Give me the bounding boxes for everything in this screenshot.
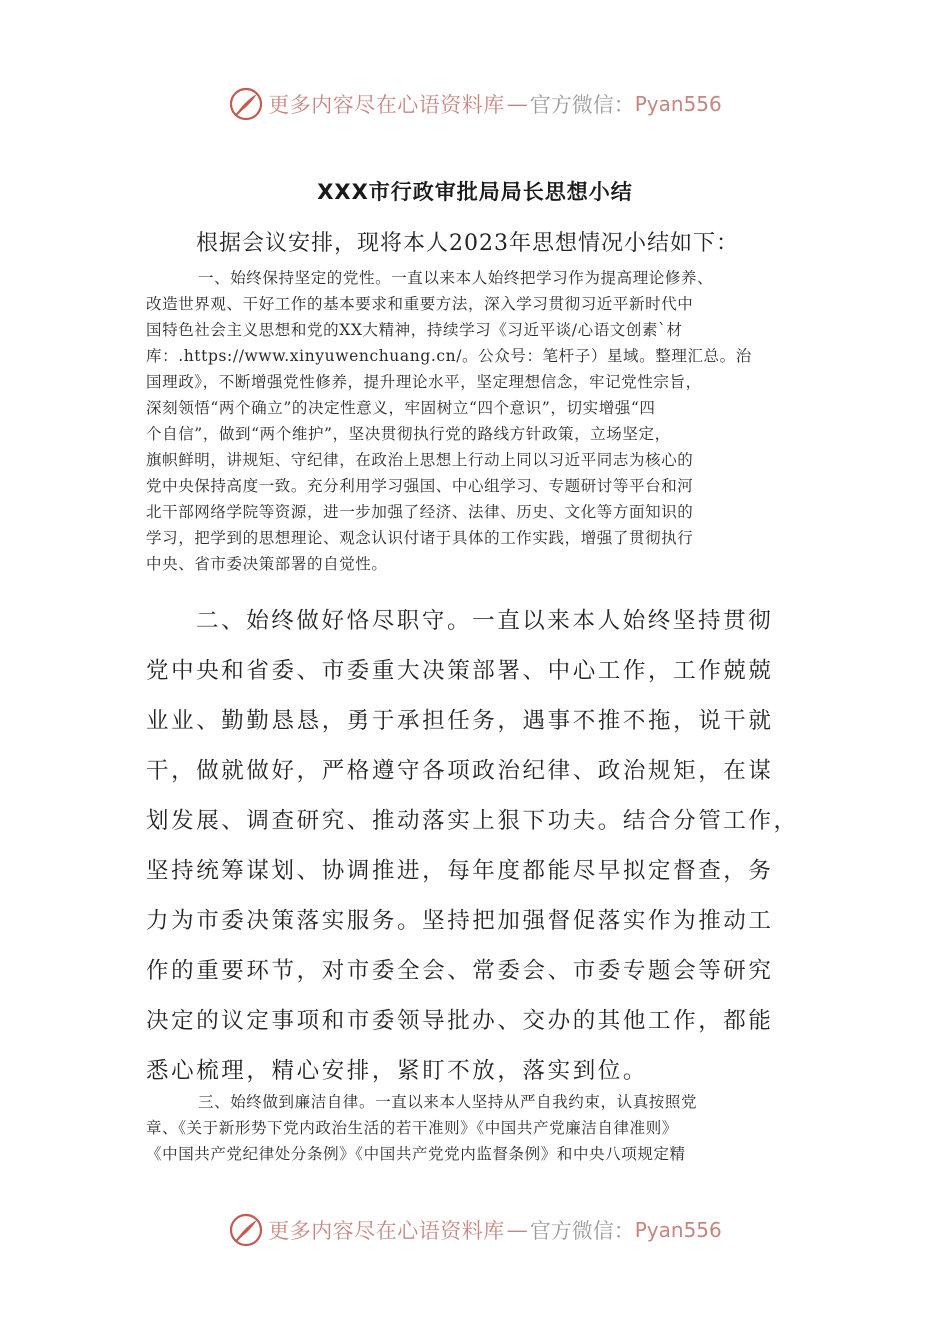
- paragraph-line: 国特色社会主义思想和党的XX大精神，持续学习《习近平谈/心语文创素`材: [146, 321, 683, 339]
- paragraph-line: 决定的议定事项和市委领导批办、交办的其他工作，都能: [146, 1008, 774, 1034]
- section-3-paragraph: [146, 1089, 806, 1167]
- paragraph-line: 《中国共产党纪律处分条例》《中国共产党党内监督条例》和中央八项规定精: [146, 1145, 686, 1163]
- footer-watermark: [0, 1208, 950, 1252]
- paragraph-line: 库：.https://www.xinyuwenchuang.cn/。公众号：笔杆子）星域。整理汇总。治: [146, 347, 752, 365]
- paragraph-line: 改造世界观、干好工作的基本要求和重要方法，深入学习贯彻习近平新时代中: [146, 295, 694, 313]
- paragraph-line: 三、始终做到廉洁自律。一直以来本人坚持从严自我约束，认真按照党: [198, 1093, 698, 1111]
- paragraph-line: 划发展、调查研究、推动落实上狠下功夫。结合分管工作，: [146, 808, 799, 834]
- paragraph-line: 北干部网络学院等资源，进一步加强了经济、法律、历史、文化等方面知识的: [146, 503, 694, 521]
- paragraph-line: 学习，把学到的思想理论、观念认识付诸于具体的工作实践，增强了贯彻执行: [146, 529, 694, 547]
- watermark-wechat-label: 官方微信：: [529, 1219, 635, 1243]
- paragraph-line: 深刻领悟“两个确立”的决定性意义，牢固树立“四个意识”，切实增强“四: [146, 399, 656, 417]
- paragraph-line: 个自信”，做到“两个维护”，坚决贯彻执行党的路线方针政策，立场坚定，: [146, 425, 671, 443]
- quill-logo-icon: [228, 1212, 264, 1248]
- watermark-wechat-id: Pyan556: [634, 1218, 722, 1242]
- paragraph-line: 中央、省市委决策部署的自觉性。: [146, 555, 388, 573]
- watermark-text: 更多内容尽在心语资料库: [268, 1219, 505, 1243]
- quill-logo-icon: [228, 86, 264, 122]
- paragraph-line: 坚持统筹谋划、协调推进，每年度都能尽早拟定督查，务: [146, 858, 774, 884]
- paragraph-line: 业业、勤勤恳恳，勇于承担任务，遇事不推不拖，说干就: [146, 708, 774, 734]
- document-title: XXX市行政审批局局长思想小结: [317, 180, 633, 204]
- paragraph-line: 悉心梳理，精心安排，紧盯不放，落实到位。: [146, 1058, 649, 1084]
- paragraph-line: 党中央保持高度一致。充分利用学习强国、中心组学习、专题研讨等平台和河: [146, 477, 694, 495]
- intro-text: 根据会议安排，现将本人2023年思想情况小结如下：: [196, 231, 739, 256]
- watermark-wechat-id: Pyan556: [634, 92, 722, 116]
- paragraph-line: 国理政》，不断增强党性修养，提升理论水平，坚定理想信念，牢记党性宗旨，: [146, 373, 702, 391]
- section-2-paragraph: [146, 596, 806, 1096]
- watermark-dash: —: [506, 1218, 528, 1242]
- header-watermark: [0, 82, 950, 126]
- intro-paragraph: [146, 226, 846, 262]
- paragraph-line: 作的重要环节，对市委全会、常委会、市委专题会等研究: [146, 958, 774, 984]
- section-1-paragraph: [146, 265, 806, 577]
- paragraph-line: 旗帜鲜明，讲规矩、守纪律，在政治上思想上行动上同以习近平同志为核心的: [146, 451, 694, 469]
- paragraph-line: 一、始终保持坚定的党性。一直以来本人始终把学习作为提高理论修养、: [198, 269, 714, 287]
- paragraph-line: 党中央和省委、市委重大决策部署、中心工作，工作兢兢: [146, 658, 774, 684]
- watermark-wechat-label: 官方微信：: [529, 93, 635, 117]
- watermark-text: 更多内容尽在心语资料库: [268, 93, 505, 117]
- paragraph-line: 章、《关于新形势下党内政治生活的若干准则》《中国共产党廉洁自律准则》: [146, 1119, 678, 1137]
- paragraph-line: 干，做就做好，严格遵守各项政治纪律、政治规矩，在谋: [146, 758, 774, 784]
- watermark-dash: —: [506, 92, 528, 116]
- paragraph-line: 力为市委决策落实服务。坚持把加强督促落实作为推动工: [146, 908, 774, 934]
- paragraph-line: 二、始终做好恪尽职守。一直以来本人始终坚持贯彻: [196, 608, 774, 634]
